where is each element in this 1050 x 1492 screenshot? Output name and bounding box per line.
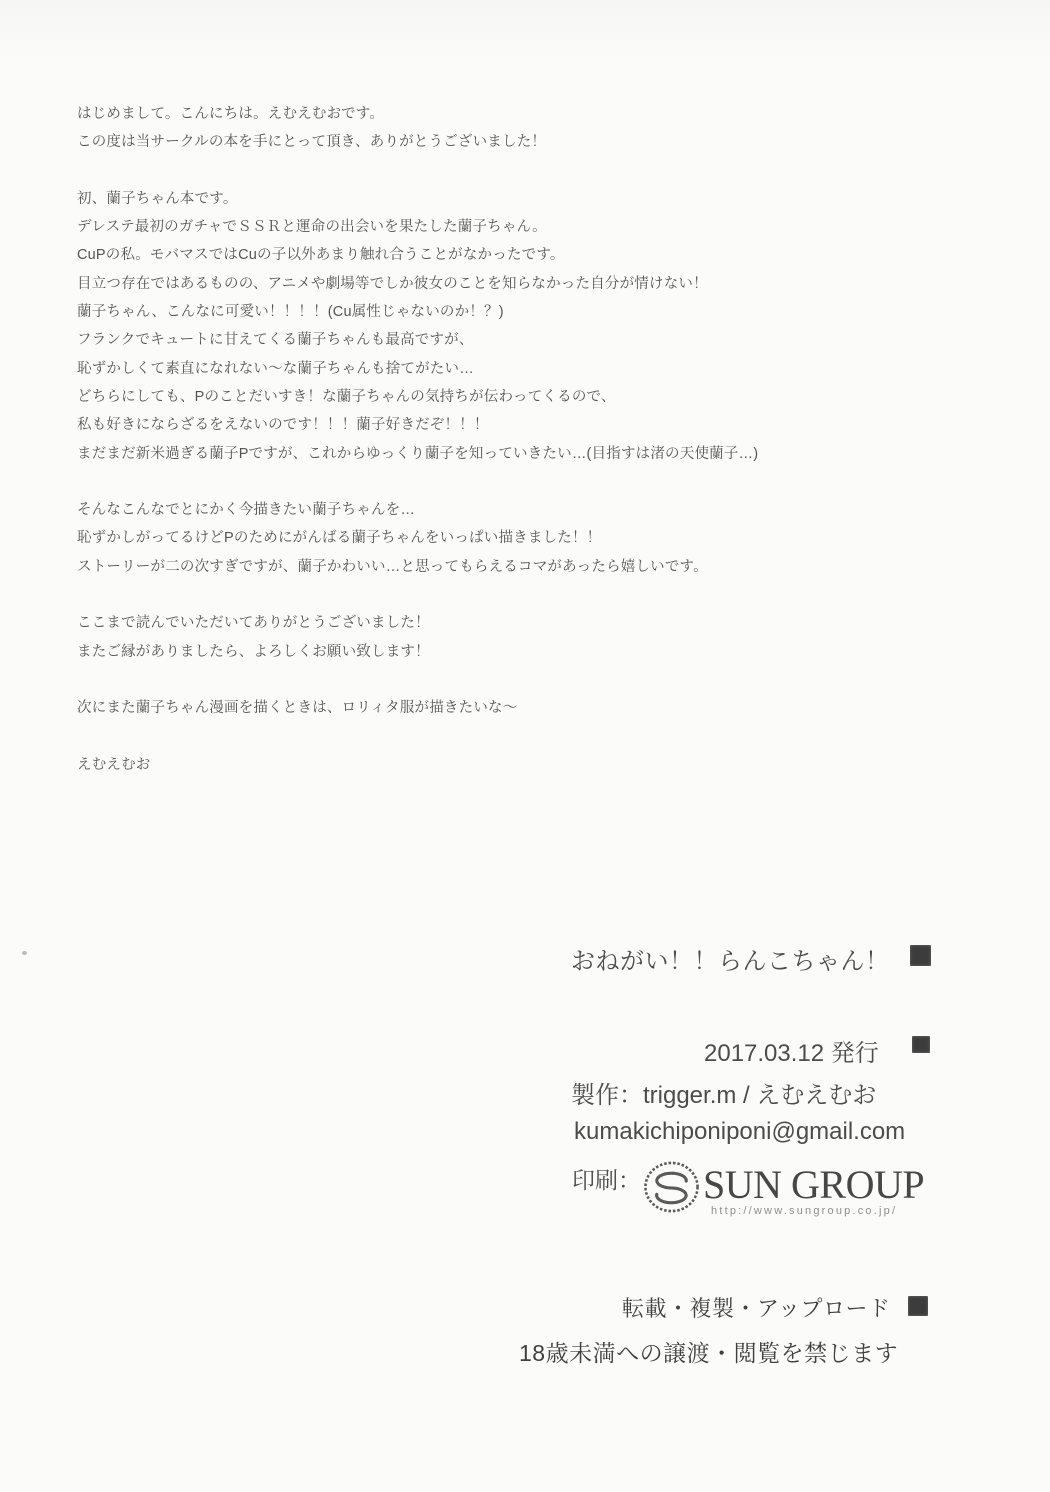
afterword-line: ここまで読んでいただいてありがとうございました！ <box>77 615 430 632</box>
publish-date: 2017.03.12 発行 <box>704 1040 879 1067</box>
afterword-line: そんなこんなでとにかく今描きたい蘭子ちゃんを… <box>77 502 416 519</box>
afterword-line: はじめまして。こんにちは。えむえむおです。 <box>77 106 385 122</box>
printer-label: 印刷： <box>572 1167 641 1193</box>
notice-no-repost: 転載・複製・アップロード <box>622 1296 891 1321</box>
afterword-line <box>77 157 837 185</box>
afterword-line <box>77 666 837 694</box>
afterword-line: 次にまた蘭子ちゃん漫画を描くときは、ロリィタ服が描きたいな～ <box>77 700 518 717</box>
afterword-line <box>77 723 837 751</box>
printer-url: http://www.sungroup.co.jp/ <box>711 1205 898 1217</box>
notice-age-restriction: 18歳未満への譲渡・閲覧を禁じます <box>519 1340 899 1366</box>
afterword-line: 恥ずかしくて素直になれない～な蘭子ちゃんも捨てがたい… <box>77 360 474 377</box>
afterword-line: フランクでキュートに甘えてくる蘭子ちゃんも最高ですが、 <box>77 332 474 349</box>
afterword-line: ストーリーが二の次すぎですが、蘭子かわいい…と思ってもらえるコマがあったら嬉しいです。 <box>77 558 708 575</box>
afterword-line: この度は当サークルの本を手にとって頂き、ありがとうございました！ <box>77 134 547 151</box>
afterword-line: デレステ最初のガチャでＳＳＲと運命の出会いを果たした蘭子ちゃん。 <box>77 219 547 236</box>
afterword-line: CuPの私。モバマスではCuの子以外あまり触れ合うことがなかったです。 <box>77 247 565 264</box>
afterword-text <box>77 100 837 779</box>
afterword-line: どちらにしても、Pのことだいすき！な蘭子ちゃんの気持ちが伝わってくるので、 <box>77 388 616 405</box>
afterword-line: まだまだ新米過ぎる蘭子Pですが、これからゆっくり蘭子を知っていきたい…(目指すは渚の天使蘭子…) <box>77 445 759 462</box>
scan-speck <box>22 951 27 955</box>
contact-email: kumakichiponiponi@gmail.com <box>574 1118 906 1145</box>
afterword-line <box>77 581 837 609</box>
afterword-line: 目立つ存在ではあるものの、アニメや劇場等でしか彼女のことを知らなかった自分が情けない！ <box>77 275 708 292</box>
book-title: おねがい！！らんこちゃん！ <box>571 948 890 975</box>
printer-name: SUN GROUP <box>703 1162 925 1207</box>
sun-group-logo-icon <box>642 1160 701 1214</box>
afterword-line: 恥ずかしがってるけどPのためにがんばる蘭子ちゃんをいっぱい描きました！！ <box>77 530 602 547</box>
section-marker-icon <box>908 1296 928 1316</box>
afterword-line: 蘭子ちゃん、こんなに可愛い！！！！(Cu属性じゃないのか！？) <box>77 304 504 321</box>
afterword-line: 初、蘭子ちゃん本です。 <box>77 190 238 207</box>
afterword-line: またご縁がありましたら、よろしくお願い致します！ <box>77 643 430 660</box>
afterword-line: 私も好きにならざるをえないのです！！！蘭子好きだぞ！！！ <box>77 417 489 434</box>
afterword-line <box>77 468 837 496</box>
afterword-line: えむえむお <box>77 756 151 773</box>
production-credit: 製作：trigger.m / えむえむお <box>571 1082 877 1109</box>
section-marker-icon <box>910 945 931 966</box>
section-marker-icon <box>912 1036 930 1053</box>
